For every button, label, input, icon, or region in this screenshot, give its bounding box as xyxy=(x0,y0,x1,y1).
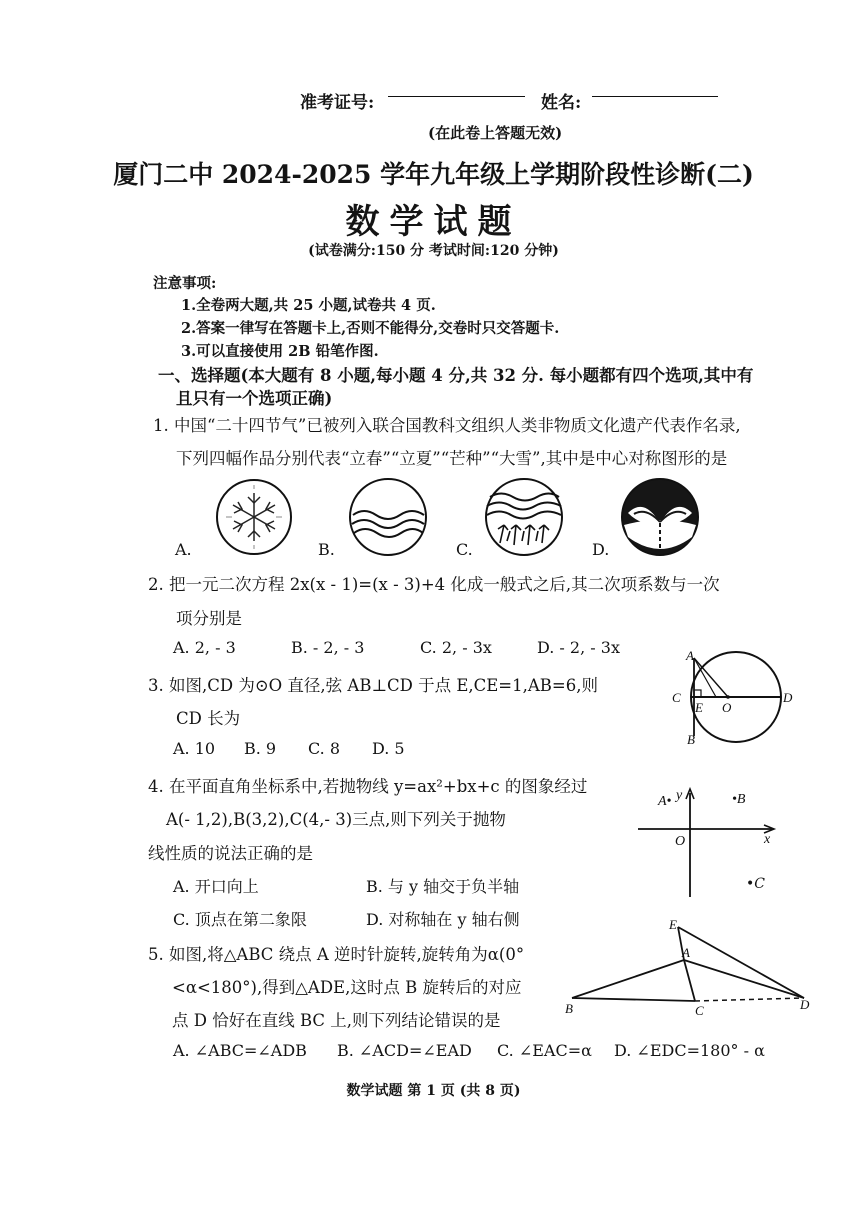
q4-label-origin: O xyxy=(675,834,686,849)
q4-option-d: D. 对称轴在 y 轴右侧 xyxy=(366,910,520,929)
q1-stem-line1: 1. 中国“二十四节气”已被列入联合国教科文组织人类非物质文化遗产代表作名录, xyxy=(153,416,741,435)
q3-circle-diagram xyxy=(662,646,802,756)
q4-stem-line1: 4. 在平面直角坐标系中,若抛物线 y=ax²+bx+c 的图象经过 xyxy=(148,777,588,796)
q5-option-d: D. ∠EDC=180° - α xyxy=(614,1041,765,1060)
subject-title: 数学试题 xyxy=(345,202,522,242)
instruction-item: 3.可以直接使用 2B 铅笔作图. xyxy=(181,343,379,360)
q4-point-c: •C xyxy=(746,876,765,892)
q5-stem-line3: 点 D 恰好在直线 BC 上,则下列结论错误的是 xyxy=(172,1011,501,1030)
page-footer: 数学试题 第 1 页 (共 8 页) xyxy=(346,1083,521,1099)
q3-stem-line1: 3. 如图,CD 为⊙O 直径,弦 AB⊥CD 于点 E,CE=1,AB=6,则 xyxy=(148,676,598,695)
q2-option-c: C. 2, - 3x xyxy=(420,638,492,657)
q5-option-c: C. ∠EAC=α xyxy=(497,1041,592,1060)
q1-option-a-label: A. xyxy=(175,540,192,559)
q5-label-c: C xyxy=(695,1003,704,1018)
answer-invalid-notice: (在此卷上答题无效) xyxy=(428,124,563,142)
name-blank xyxy=(592,96,718,97)
q4-point-b: •B xyxy=(732,792,746,807)
q4-label-x: x xyxy=(764,832,771,847)
exam-meta: (试卷满分:150 分 考试时间:120 分钟) xyxy=(308,243,559,259)
exam-number-blank xyxy=(388,96,525,97)
q4-option-a: A. 开口向上 xyxy=(173,877,259,896)
q1-option-d-label: D. xyxy=(592,540,610,559)
q5-label-a: A xyxy=(682,945,690,960)
name-label: 姓名: xyxy=(541,93,582,113)
q4-point-a: A• xyxy=(658,794,672,809)
q3-label-d: D xyxy=(783,690,793,705)
q3-option-d: D. 5 xyxy=(372,739,405,758)
q4-stem-line2: A(- 1,2),B(3,2),C(4,- 3)三点,则下列关于抛物 xyxy=(166,810,506,829)
q3-option-c: C. 8 xyxy=(308,739,341,758)
q3-label-e: E xyxy=(695,700,703,715)
q1-figure-d-sprout xyxy=(616,475,704,559)
section-heading-line2: 且只有一个选项正确) xyxy=(176,389,333,408)
q4-stem-line3: 线性质的说法正确的是 xyxy=(148,844,313,863)
q4-option-b: B. 与 y 轴交于负半轴 xyxy=(366,877,520,896)
q4-option-c: C. 顶点在第二象限 xyxy=(173,910,307,929)
q3-label-c: C xyxy=(672,690,681,705)
q3-label-a: A xyxy=(686,648,694,663)
q1-figure-b-waves xyxy=(344,475,432,559)
q1-option-b-label: B. xyxy=(318,540,335,559)
q1-stem-line2: 下列四幅作品分别代表“立春”“立夏”“芒种”“大雪”,其中是中心对称图形的是 xyxy=(176,449,728,468)
q3-option-a: A. 10 xyxy=(173,739,216,758)
section-heading-line1: 一、选择题(本大题有 8 小题,每小题 4 分,共 32 分. 每小题都有四个选项,其中有 xyxy=(158,366,754,385)
q3-label-b: B xyxy=(687,732,695,747)
q5-stem-line2: <α<180°),得到△ADE,这时点 B 旋转后的对应 xyxy=(172,978,522,997)
q5-label-b: B xyxy=(565,1001,573,1016)
q1-figure-a-snowflake xyxy=(212,475,296,559)
instruction-item: 2.答案一律写在答题卡上,否则不能得分,交卷时只交答题卡. xyxy=(181,320,560,337)
q2-option-b: B. - 2, - 3 xyxy=(291,638,365,657)
q5-label-e: E xyxy=(669,917,677,932)
q1-figure-c-wheat xyxy=(480,475,568,559)
q5-label-d: D xyxy=(800,997,810,1012)
q2-stem-line1: 2. 把一元二次方程 2x(x - 1)=(x - 3)+4 化成一般式之后,其二次项系数与一次 xyxy=(148,575,720,594)
q3-label-o: O xyxy=(722,700,732,715)
exam-number-label: 准考证号: xyxy=(300,93,375,113)
q1-option-c-label: C. xyxy=(456,540,473,559)
q3-option-b: B. 9 xyxy=(244,739,277,758)
instruction-item: 1.全卷两大题,共 25 小题,试卷共 4 页. xyxy=(181,297,436,314)
q2-stem-line2: 项分别是 xyxy=(176,609,242,628)
q5-option-b: B. ∠ACD=∠EAD xyxy=(337,1041,472,1060)
instructions-heading: 注意事项: xyxy=(153,275,217,292)
q3-stem-line2: CD 长为 xyxy=(176,709,241,728)
q5-rotation-diagram xyxy=(560,915,818,1020)
q2-option-a: A. 2, - 3 xyxy=(173,638,236,657)
q5-option-a: A. ∠ABC=∠ADB xyxy=(173,1041,307,1060)
q2-option-d: D. - 2, - 3x xyxy=(537,638,620,657)
q4-label-y: y xyxy=(676,788,683,803)
exam-title: 厦门二中 2024-2025 学年九年级上学期阶段性诊断(二) xyxy=(113,160,754,189)
q5-stem-line1: 5. 如图,将△ABC 绕点 A 逆时针旋转,旋转角为α(0° xyxy=(148,945,525,964)
